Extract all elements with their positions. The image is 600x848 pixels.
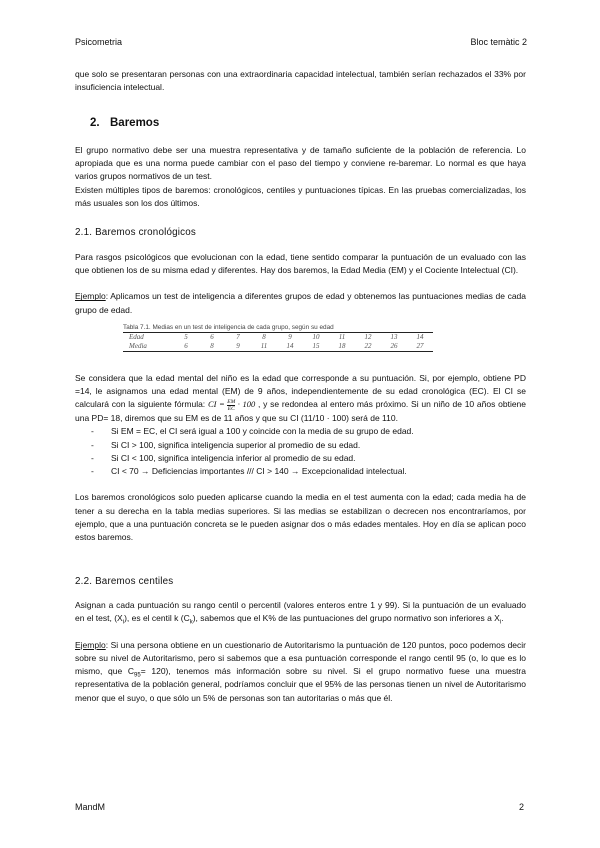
age-cell: 7: [225, 332, 251, 342]
baremos-paragraph-2: Existen múltiples tipos de baremos: cronológicos, centiles y puntuaciones típicas. En las pruebas comercializadas, los más usuales son los dos últimos.: [75, 184, 526, 209]
subscript-i: i: [499, 619, 502, 626]
mean-cell: 22: [355, 342, 381, 352]
formula-denominator: EC: [227, 406, 235, 412]
ci-formula: [207, 399, 256, 412]
footer-author: MandM: [75, 802, 106, 812]
age-cell: 13: [381, 332, 407, 342]
mean-cell: 8: [199, 342, 225, 352]
mean-cell: 15: [303, 342, 329, 352]
formula-rhs: · 100: [237, 399, 256, 410]
age-cell: 5: [173, 332, 199, 342]
ejemplo-label: Ejemplo: [75, 291, 106, 302]
mean-cell: 9: [225, 342, 251, 352]
age-cell: 10: [303, 332, 329, 342]
section-heading: [90, 117, 526, 130]
centil-text-a: Asignan a cada puntuación su rango centil o percentil (valores enteros entre 1 y 99). Si la puntuación de un evaluado en el test, (X: [75, 599, 526, 624]
centil-text-c: ), sabemos que el K% de las puntuaciones del grupo normativo son inferiores a X: [192, 613, 500, 624]
ejemplo-text: : Aplicamos un test de inteligencia a diferentes grupos de edad y obtenemos las puntuaciones medias de cada grupo de edad.: [75, 291, 526, 315]
age-cell: 11: [329, 332, 355, 342]
list-item: - Si CI > 100, significa inteligencia superior al promedio de su edad.: [91, 439, 526, 452]
list-item: - Si EM = EC, el CI será igual a 100 y coincide con la media de su grupo de edad.: [91, 425, 526, 438]
mean-cell: 27: [407, 342, 433, 352]
section-title: Baremos: [110, 116, 160, 129]
subscript-k: k: [189, 619, 193, 626]
table-row-age: [123, 332, 433, 342]
list-item: - Si CI < 100, significa inteligencia inferior al promedio de su edad.: [91, 452, 526, 465]
header-subject: Psicometria: [75, 37, 123, 47]
subsection-heading-cronologicos: 2.1. Baremos cronológicos: [75, 227, 196, 239]
section-number: 2.: [90, 116, 100, 129]
row-label-mean: Media: [123, 342, 173, 352]
centil-example-a: : Si una persona obtiene en un cuestionario de Autoritarismo la puntuación de 120 puntos, poco podemos decir sobre su nivel de Autoritarismo, pero si sabemos que a esa puntuación corresponde el rango centil 95 (o, lo que es lo mismo, que C: [75, 639, 526, 677]
mean-cell: 26: [381, 342, 407, 352]
formula-numerator: EM: [227, 399, 236, 405]
page-number: 2: [518, 802, 524, 812]
table-caption: Tabla 7.1. Medias en un test de inteligencia de cada grupo, según su edad: [123, 323, 334, 331]
ci-text-b: , y se redondea al entero más próximo. Si un niño de 10 años obtiene una PD= 18, diremos que su EM es de 11 años y que su CI (11/10 · 100) será de 110.: [75, 399, 527, 423]
cronologicos-paragraph-2: [75, 372, 526, 425]
mean-cell: 14: [277, 342, 303, 352]
subscript-95: 95: [134, 672, 141, 679]
baremos-paragraph-1: El grupo normativo debe ser una muestra representativa y de tamaño suficiente de la población de referencia. Lo apropiada que es una norma puede cambiar con el paso del tiempo y conviene re-baremar. Lo normal es que haya varios grupos normativos de un test.: [75, 144, 526, 182]
ci-text-a: Se considera que la edad mental del niño es la edad que corresponde a su puntuación. Si, por ejemplo, obtiene PD =14, le asignamos una edad mental (EM) de 9 años, independientemente de su edad cronológica (EC). El CI se calculará con la siguiente fórmula:: [75, 372, 526, 410]
ejemplo-label: Ejemplo: [75, 639, 106, 650]
centil-text-d: .: [501, 613, 504, 624]
header-block: Bloc temàtic 2: [470, 37, 527, 47]
age-table: [123, 323, 526, 352]
age-cell: 12: [355, 332, 381, 342]
age-cell: 14: [407, 332, 433, 342]
cronologicos-paragraph-1: Para rasgos psicológicos que evolucionan con la edad, tiene sentido comparar la puntuación de un evaluado con las que obtienen los de su misma edad y diferentes. Hay dos baremos, la Edad Media (EM) y el Cociente Intelectual (CI).: [75, 251, 526, 275]
subscript-i: i: [122, 619, 125, 626]
age-cell: 8: [251, 332, 277, 342]
formula-fraction: [227, 399, 235, 412]
mean-cell: 6: [173, 342, 199, 352]
table-row-mean: [123, 342, 433, 352]
formula-lhs: CI =: [207, 399, 225, 410]
mean-cell: 18: [329, 342, 355, 352]
ci-rules-list: [75, 425, 526, 478]
subsection-heading-centiles: 2.2. Baremos centiles: [75, 575, 174, 587]
ejemplo-paragraph-2: [75, 639, 526, 705]
centiles-paragraph-1: [75, 599, 526, 626]
page-content: [75, 68, 526, 705]
mean-cell: 11: [251, 342, 277, 352]
ejemplo-paragraph-1: [75, 290, 526, 317]
age-cell: 9: [277, 332, 303, 342]
age-means-table: [123, 332, 433, 352]
intro-paragraph: que solo se presentaran personas con una extraordinaria capacidad intelectual, también serían rechazados el 33% por insuficiencia intelectual.: [75, 69, 526, 93]
row-label-age: Edad: [123, 332, 173, 342]
centil-example-b: = 120), tenemos más información sobre su nivel. Si el grupo normativo fuese una muestra representativa de la población general, podríamos concluir que el 95% de las personas tienen un nivel de Autoritarismo menor que el suyo, o que sólo un 5% de personas son tan autoritarias o más que él.: [75, 666, 526, 703]
centil-text-b: ), es el centil k (C: [124, 613, 190, 624]
cronologicos-paragraph-3: Los baremos cronológicos solo pueden aplicarse cuando la media en el test aumenta con la edad; cada media ha de tener a su derecha en la tabla medias superiores. Si las medias se estabilizan o decrecen nos encontraríamos, por ejemplo, que a una puntuación concreta se le pueden asignar dos o más edades mentales. Hoy en día se aplican poco estos baremos.: [75, 492, 526, 543]
age-cell: 6: [199, 332, 225, 342]
list-item: - CI < 70 → Deficiencias importantes /// CI > 140 → Excepcionalidad intelectual.: [91, 465, 526, 478]
